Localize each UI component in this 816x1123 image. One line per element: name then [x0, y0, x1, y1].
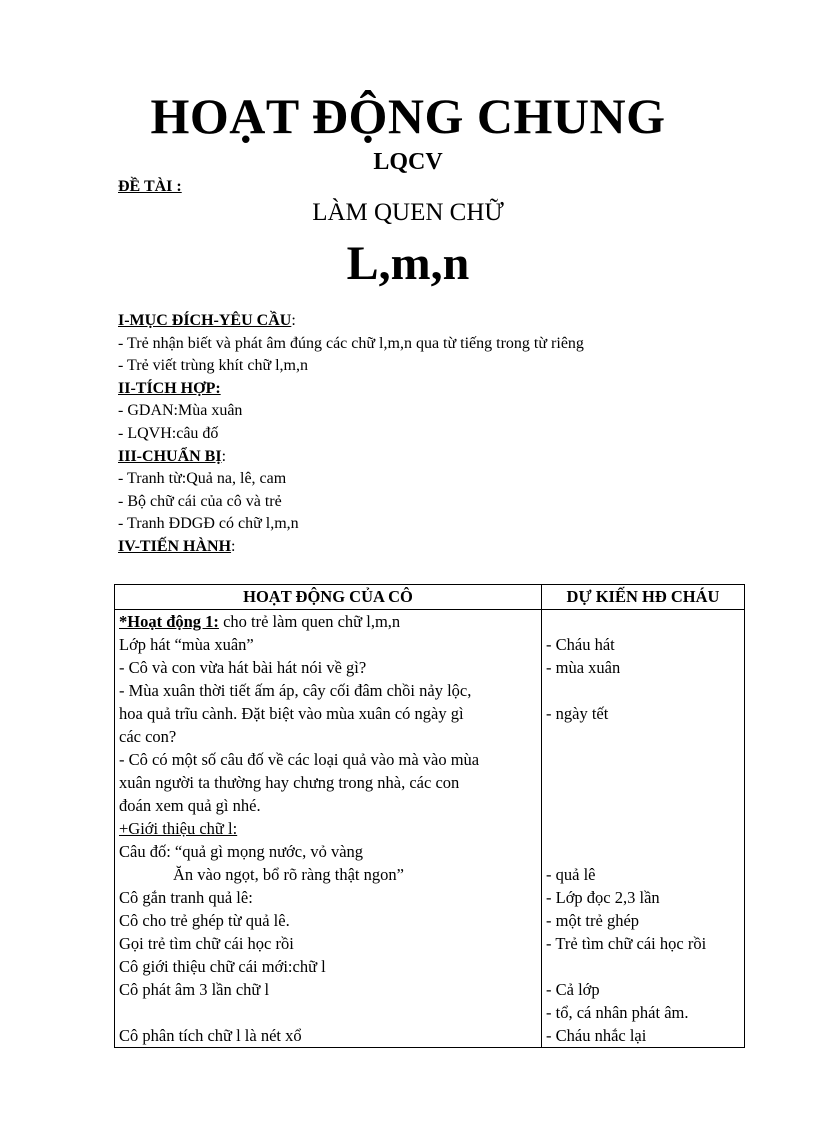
teacher-activity-cell [115, 610, 542, 1048]
child-line: - Cả lớp [546, 980, 600, 999]
activities-table [114, 584, 745, 1048]
topic-label: ĐỀ TÀI : [118, 178, 182, 195]
child-line: - một trẻ ghép [546, 911, 640, 930]
child-line [546, 817, 740, 840]
activity-line: - Cô có một số câu đố về các loại quả vào mà vào mùa [119, 750, 480, 769]
child-line [546, 771, 740, 794]
topic-title: LÀM QUEN CHỮ [312, 199, 504, 226]
section-3-item: - Tranh từ:Quả na, lê, cam [118, 470, 287, 488]
main-title: HOẠT ĐỘNG CHUNG [150, 88, 666, 144]
objectives-sections [118, 310, 718, 559]
section-3-item: - Tranh ĐDGĐ có chữ l,m,n [118, 515, 299, 533]
activity-line: xuân người ta thường hay chưng trong nhà, các con [119, 773, 460, 792]
activity-line: Cô gắn tranh quả lê: [119, 888, 253, 907]
child-line [546, 748, 740, 771]
activity-line: đoán xem quả gì nhé. [119, 796, 261, 815]
activity-line [119, 1001, 537, 1024]
section-1-heading: I-MỤC ĐÍCH-YÊU CẦU: [118, 312, 296, 329]
section-2-heading: II-TÍCH HỢP: [118, 379, 221, 397]
child-line: - Trẻ tìm chữ cái học rồi [546, 934, 707, 953]
activity-line: Lớp hát “mùa xuân” [119, 635, 254, 654]
child-line [546, 840, 740, 863]
activity-line: Cô cho trẻ ghép từ quả lê. [119, 911, 290, 930]
child-activity-header: DỰ KIẾN HĐ CHÁU [542, 585, 745, 610]
activity-heading: *Hoạt động 1: cho trẻ làm quen chữ l,m,n [119, 612, 401, 631]
activity-subheading: +Giới thiệu chữ l: [119, 819, 238, 838]
activity-line: hoa quả trĩu cành. Đặt biệt vào mùa xuân có ngày gì [119, 704, 464, 723]
child-line: - Cháu hát [546, 635, 615, 654]
section-1-item: - Trẻ viết trùng khít chữ l,m,n [118, 357, 308, 375]
topic-letters: L,m,n [346, 237, 470, 290]
teacher-activity-header: HOẠT ĐỘNG CỦA CÔ [115, 585, 542, 610]
child-line: - tổ, cá nhân phát âm. [546, 1003, 689, 1022]
child-line [546, 955, 740, 978]
child-activity-cell [542, 610, 745, 1048]
child-line: - quả lê [546, 865, 596, 884]
child-line: - Lớp đọc 2,3 lần [546, 888, 660, 907]
activity-line: - Mùa xuân thời tiết ấm áp, cây cối đâm chồi nảy lộc, [119, 681, 472, 700]
table-row [115, 610, 745, 1048]
activity-line: Gọi trẻ tìm chữ cái học rồi [119, 934, 294, 953]
section-3-heading: III-CHUẨN BỊ: [118, 447, 227, 465]
activity-line: Câu đố: “quả gì mọng nước, vỏ vàng [119, 842, 364, 861]
activity-line: Ăn vào ngọt, bổ rõ ràng thật ngon” [173, 865, 404, 884]
child-line [546, 794, 740, 817]
activity-line: - Cô và con vừa hát bài hát nói về gì? [119, 658, 367, 677]
child-line [546, 679, 740, 702]
child-line: - mùa xuân [546, 658, 621, 677]
table-header-row [115, 585, 745, 610]
activity-line: Cô giới thiệu chữ cái mới:chữ l [119, 957, 326, 976]
section-3-item: - Bộ chữ cái của cô và trẻ [118, 492, 282, 510]
section-2-item: - GDAN:Mùa xuân [118, 402, 243, 420]
child-line [546, 725, 740, 748]
child-line: - ngày tết [546, 704, 609, 723]
subject-title: LQCV [373, 149, 443, 175]
activity-line: Cô phân tích chữ l là nét xổ [119, 1026, 302, 1045]
activity-line: các con? [119, 727, 177, 746]
section-1-item: - Trẻ nhận biết và phát âm đúng các chữ l,m,n qua từ tiếng trong từ riêng [118, 334, 584, 352]
section-2-item: - LQVH:câu đố [118, 424, 219, 442]
section-4-heading: IV-TIẾN HÀNH: [118, 537, 236, 555]
activity-line: Cô phát âm 3 lần chữ l [119, 980, 270, 999]
child-line [546, 610, 740, 633]
child-line: - Cháu nhắc lại [546, 1026, 647, 1045]
